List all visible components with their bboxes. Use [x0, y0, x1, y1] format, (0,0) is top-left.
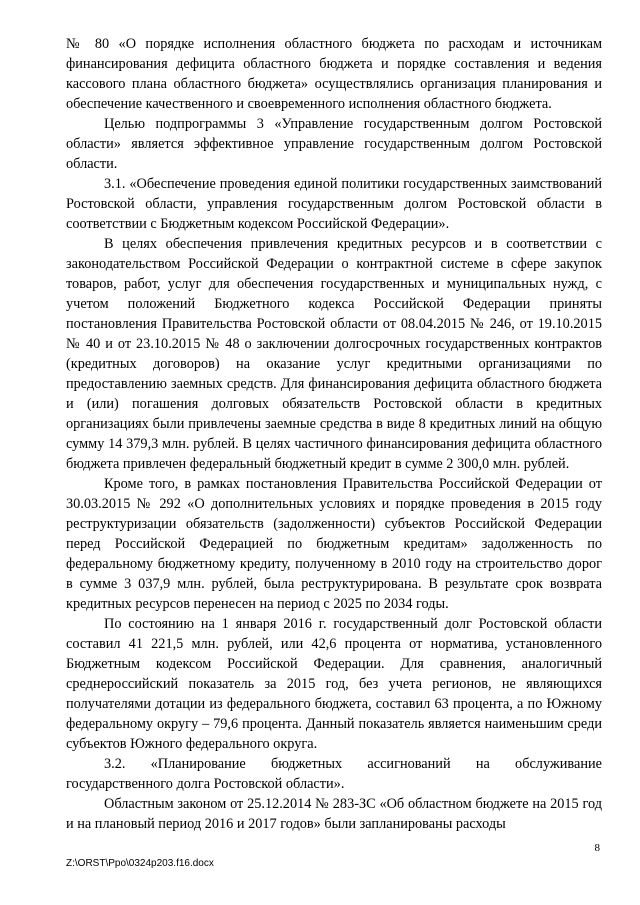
paragraph-6: По состоянию на 1 января 2016 г. государственный долг Ростовской области составил 41 221,5 млн. рублей, или 42,6 процента от норматива, установленного Бюджетным кодексом Российской Федерации. Для сравнения, аналогичный среднероссийский показатель за 2015 год, без учета регионов, не являющихся получателями дотации из федерального бюджета, составил 63 процента, а по Южному федеральному округу – 79,6 процента. Данный показатель является наименьшим среди субъектов Южного федерального округа.: [66, 616, 602, 752]
page-number: 8: [594, 842, 600, 854]
footer-file-path: Z:\ORST\Ppo\0324p203.f16.docx: [66, 858, 214, 869]
paragraph-4: В целях обеспечения привлечения кредитных ресурсов и в соответствии с законодательством Российской Федерации о контрактной системе в сфере закупок товаров, работ, услуг для обеспечения государственных и муниципальных нужд, с учетом положений Бюджетного кодекса Российской Федерации приняты постановления Правительства Ростовской области от 08.04.2015 № 246, от 19.10.2015 № 40 и от 23.10.2015 № 48 о заключении долгосрочных государственных контрактов (кредитных договоров) на оказание услуг кредитными организациями по предоставлению заемных средств. Для финансирования дефицита областного бюджета и (или) погашения долговых обязательств Ростовской области в кредитных организациях были привлечены заемные средства в виде 8 кредитных линий на общую сумму 14 379,3 млн. рублей. В целях частичного финансирования дефицита областного бюджета привлечен федеральный бюджетный кредит в сумме 2 300,0 млн. рублей.: [66, 236, 602, 472]
paragraph-7: 3.2. «Планирование бюджетных ассигнований на обслуживание государственного долга Ростовской области».: [66, 756, 602, 792]
paragraph-5: Кроме того, в рамках постановления Правительства Российской Федерации от 30.03.2015 № 292 «О дополнительных условиях и порядке проведения в 2015 году реструктуризации обязательств (задолженности) субъектов Российской Федерации перед Российской Федерацией по бюджетным кредитам» задолженность по федеральному бюджетному кредиту, полученному в 2010 году на строительство дорог в сумме 3 037,9 млн. рублей, была реструктурирована. В результате срок возврата кредитных ресурсов перенесен на период с 2025 по 2034 годы.: [66, 476, 602, 612]
paragraph-3: 3.1. «Обеспечение проведения единой политики государственных заимствований Ростовской области, управления государственным долгом Ростовской области в соответствии с Бюджетным кодексом Российской Федерации».: [66, 176, 602, 232]
paragraph-8: Областным законом от 25.12.2014 № 283-ЗС «Об областном бюджете на 2015 год и на плановый период 2016 и 2017 годов» были запланированы расходы: [66, 796, 602, 832]
document-page: [66, 34, 602, 834]
paragraph-2: Целью подпрограммы 3 «Управление государственным долгом Ростовской области» является эффективное управление государственным долгом Ростовской области.: [66, 116, 602, 172]
paragraph-1: № 80 «О порядке исполнения областного бюджета по расходам и источникам финансирования дефицита областного бюджета и порядке составления и ведения кассового плана областного бюджета» осуществлялись организация планирования и обеспечение качественного и своевременного исполнения областного бюджета.: [66, 36, 602, 112]
